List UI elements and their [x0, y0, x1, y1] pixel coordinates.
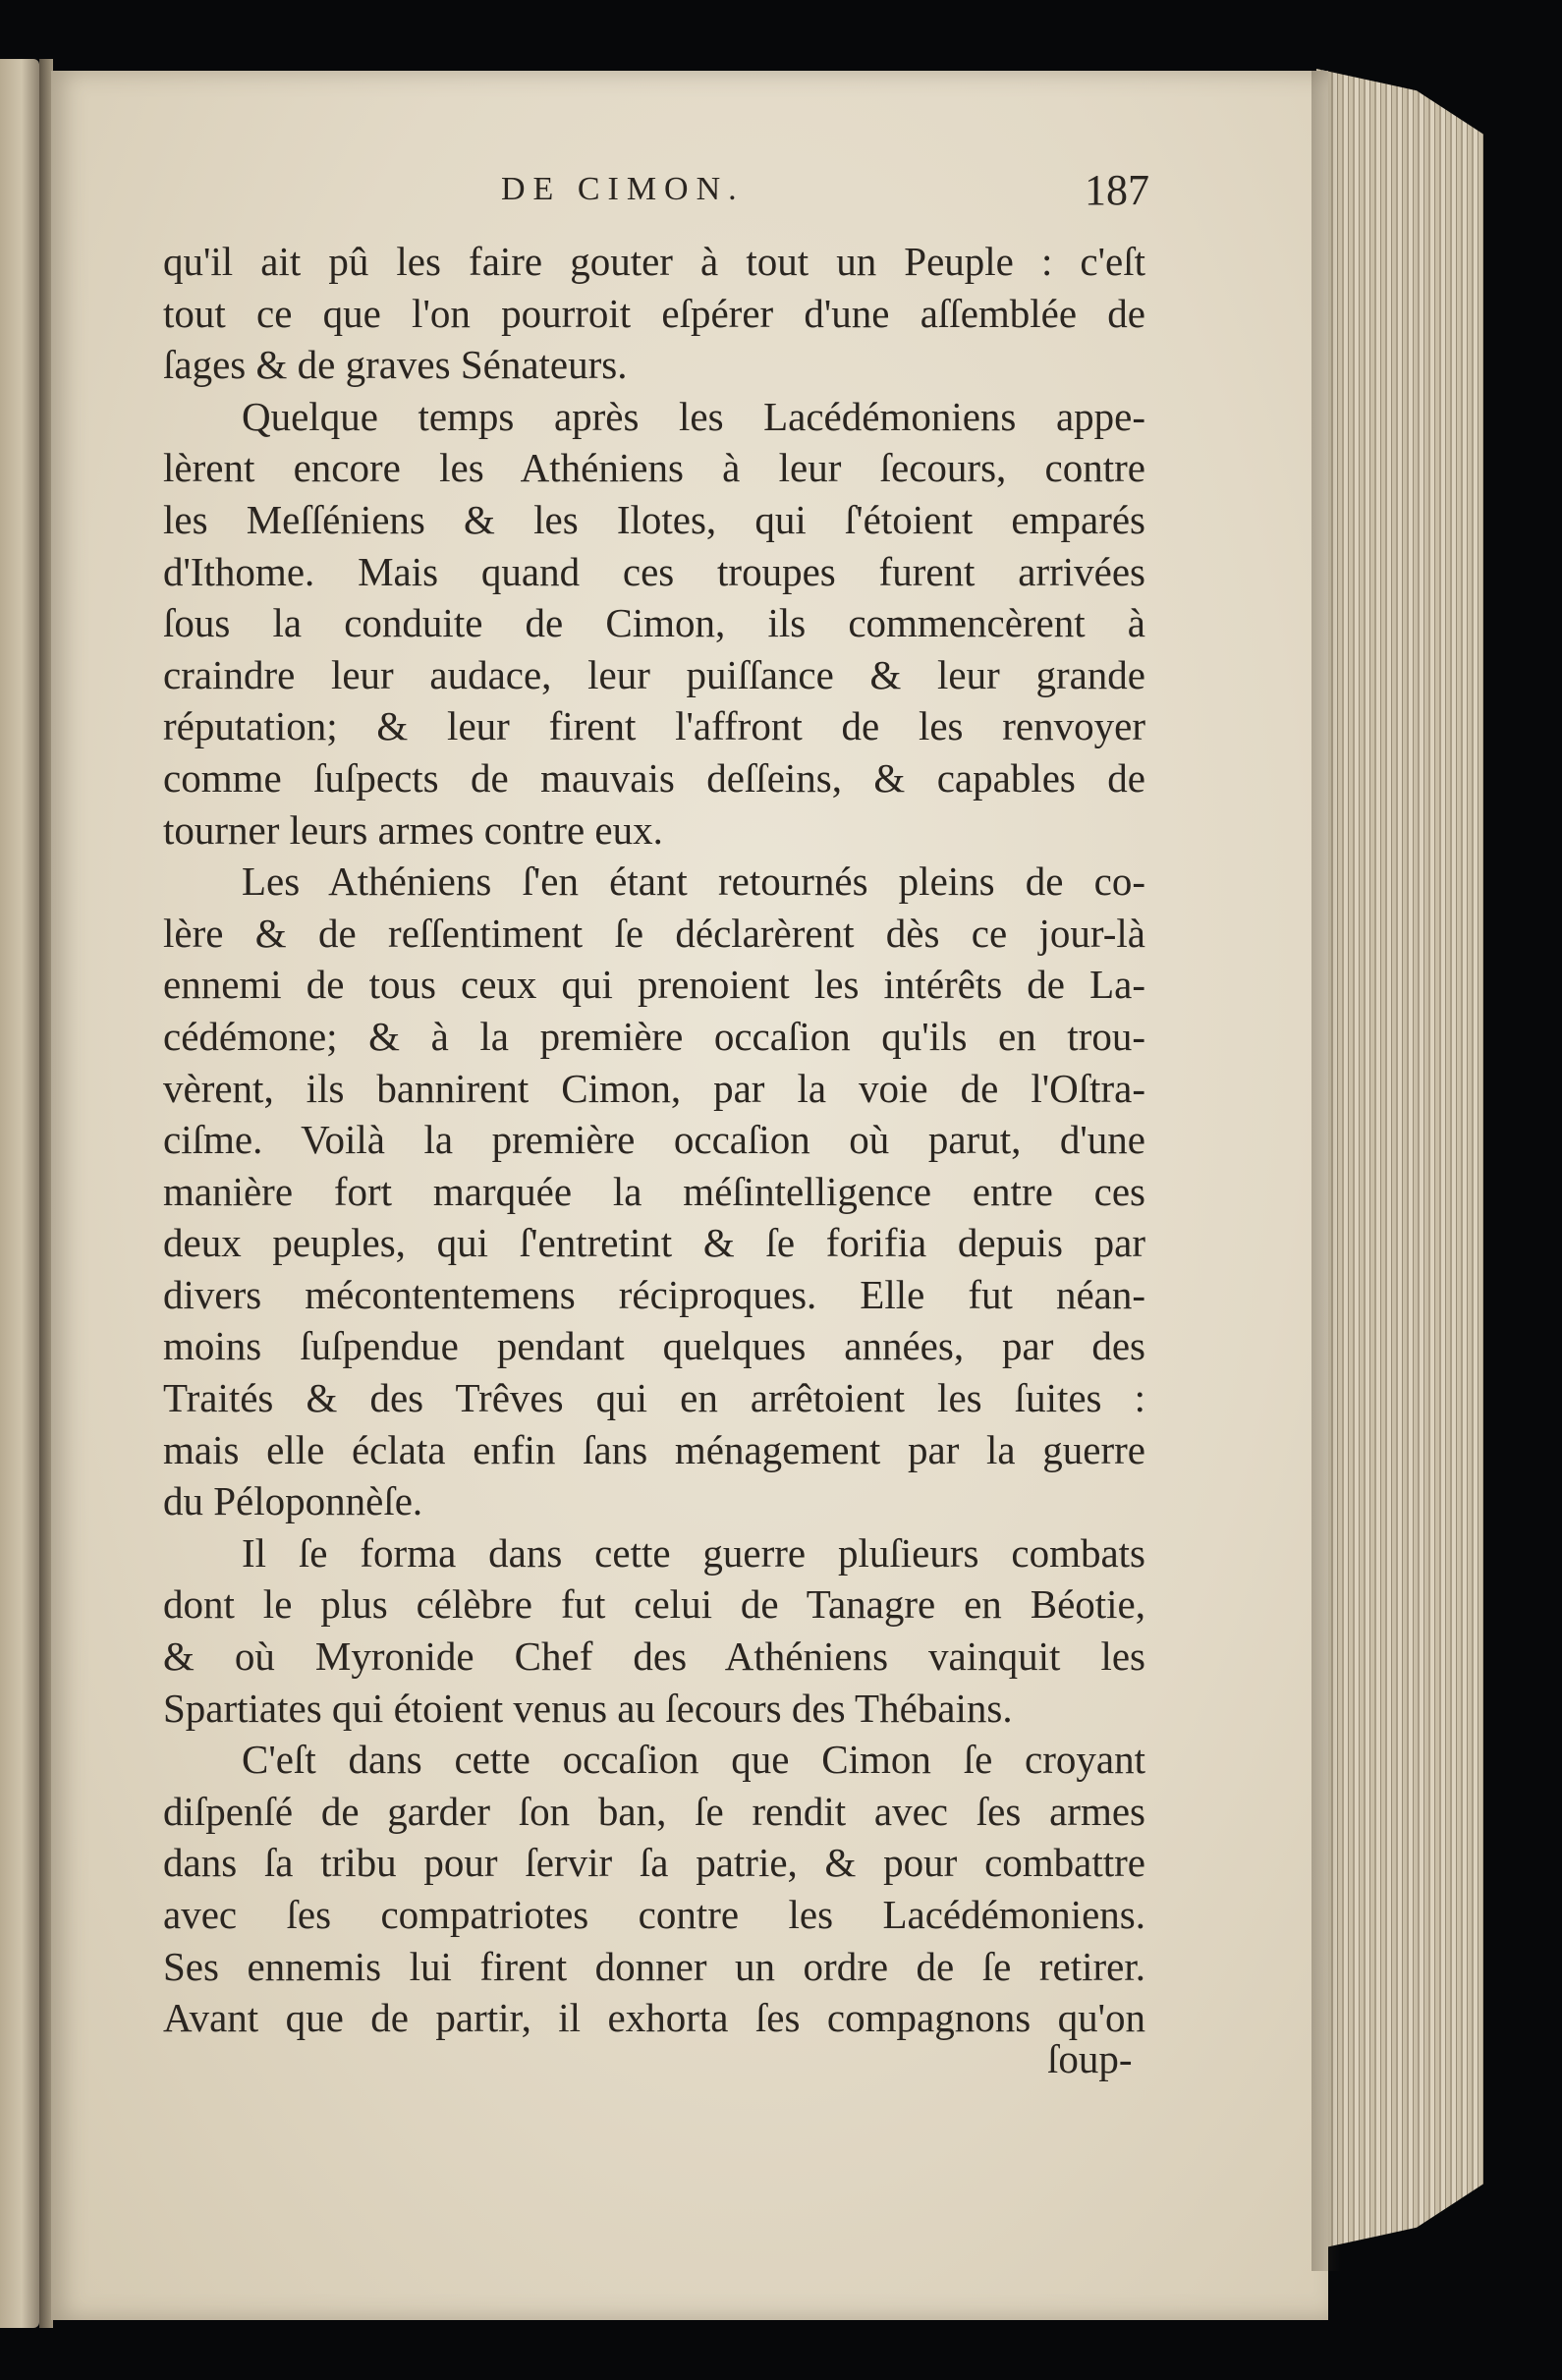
- paragraph: [163, 856, 1145, 1527]
- text-line: Spartiates qui étoient venus au ſecours des Thébains.: [163, 1685, 1013, 1731]
- text-line: lèrent encore les Athéniens à leur ſecours, contre: [163, 445, 1145, 491]
- previous-page-edge: [0, 59, 39, 2328]
- running-header: [98, 165, 1159, 224]
- text-line: ſages & de graves Sénateurs.: [163, 342, 628, 388]
- text-line: qu'il ait pû les faire gouter à tout un Peuple : c'eſt: [163, 239, 1145, 284]
- page-number: 187: [1085, 166, 1149, 214]
- body-text: [163, 236, 1145, 2044]
- text-line: & où Myronide Chef des Athéniens vainquit les: [163, 1633, 1145, 1680]
- paragraph: [163, 391, 1145, 856]
- text-line: Avant que de partir, il exhorta ſes compagnons qu'on: [163, 1995, 1145, 2041]
- running-title: DE CIMON.: [501, 171, 745, 207]
- text-line: ciſme. Voilà la première occaſion où parut, d'une: [163, 1117, 1145, 1163]
- text-line: Quelque temps après les Lacédémoniens appe-: [242, 393, 1145, 439]
- text-line: tourner leurs armes contre eux.: [163, 806, 663, 853]
- text-line: Ses ennemis lui firent donner un ordre de ſe retirer.: [163, 1943, 1145, 1989]
- text-line: vèrent, ils bannirent Cimon, par la voie de l'Oſtra-: [163, 1065, 1145, 1111]
- text-line: ennemi de tous ceux qui prenoient les intérêts de La-: [163, 962, 1145, 1008]
- text-line: craindre leur audace, leur puiſſance & leur grande: [163, 651, 1145, 697]
- text-line: diſpenſé de garder ſon ban, ſe rendit avec ſes armes: [163, 1788, 1145, 1834]
- text-line: tout ce que l'on pourroit eſpérer d'une aſſemblée de: [163, 290, 1145, 336]
- page-edge-shadow: [1311, 71, 1341, 2271]
- page-block-edges: [1316, 69, 1483, 2249]
- text-line: les Meſſéniens & les Ilotes, qui ſ'étoient emparés: [163, 496, 1145, 542]
- paragraph: [163, 236, 1145, 391]
- catchword: ſoup-: [1047, 2036, 1133, 2081]
- paragraph: [163, 1527, 1145, 1734]
- text-line: manière fort marquée la méſintelligence entre ces: [163, 1168, 1145, 1214]
- text-line: divers mécontentemens réciproques. Elle fut néan-: [163, 1271, 1145, 1317]
- text-line: réputation; & leur firent l'affront de les renvoyer: [163, 703, 1145, 749]
- text-line: Les Athéniens ſ'en étant retournés pleins de co-: [242, 858, 1145, 905]
- text-line: dans ſa tribu pour ſervir ſa patrie, & pour combattre: [163, 1840, 1145, 1886]
- paragraph: [163, 1734, 1145, 2044]
- text-line: d'Ithome. Mais quand ces troupes furent arrivées: [163, 548, 1145, 594]
- text-line: moins ſuſpendue pendant quelques années, par des: [163, 1323, 1145, 1369]
- text-line: deux peuples, qui ſ'entretint & ſe forifia depuis par: [163, 1220, 1145, 1266]
- text-line: mais elle éclata enfin ſans ménagement par la guerre: [163, 1426, 1145, 1472]
- text-line: dont le plus célèbre fut celui de Tanagre en Béotie,: [163, 1581, 1145, 1628]
- text-line: Il ſe forma dans cette guerre pluſieurs combats: [242, 1529, 1145, 1576]
- text-line: avec ſes compatriotes contre les Lacédémoniens.: [163, 1892, 1145, 1937]
- text-line: Traités & des Trêves qui en arrêtoient les ſuites :: [163, 1375, 1145, 1421]
- text-line: lère & de reſſentiment ſe déclarèrent dès ce jour-là: [163, 910, 1145, 956]
- text-line: ſous la conduite de Cimon, ils commencèrent à: [163, 600, 1145, 646]
- text-line: comme ſuſpects de mauvais deſſeins, & capables de: [163, 754, 1145, 801]
- text-line: C'eſt dans cette occaſion que Cimon ſe croyant: [242, 1737, 1145, 1783]
- text-line: cédémone; & à la première occaſion qu'ils en trou-: [163, 1013, 1145, 1059]
- text-line: du Péloponnèſe.: [163, 1478, 423, 1524]
